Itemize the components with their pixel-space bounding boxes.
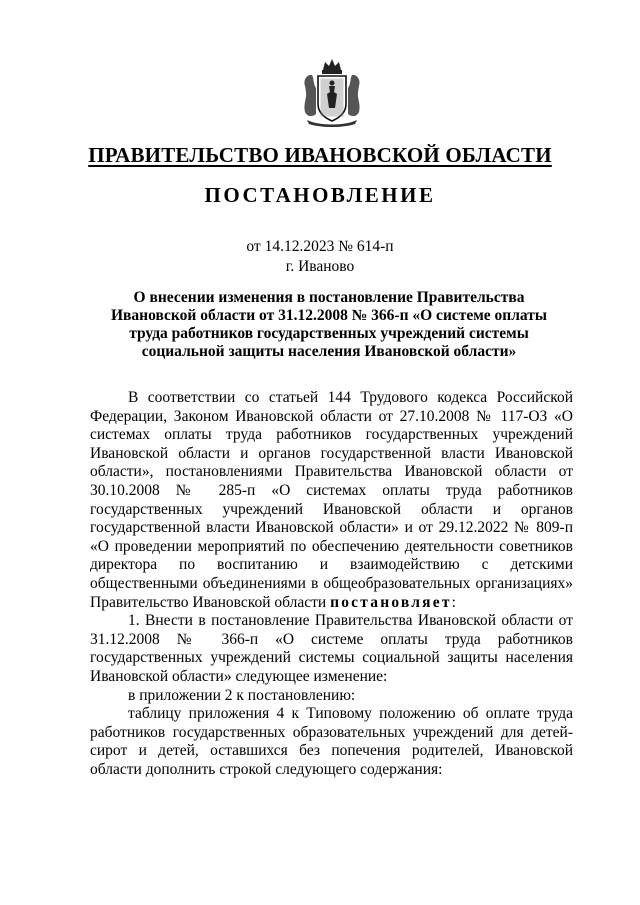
preamble-text: В соответствии со статьей 144 Трудового кодекса Российской Федерации, Законом Ивановской области от 27.10.2008 № 117-ОЗ «О системах оплаты труда работников государственных учреждений Ивановской области и органов государственной власти Ивановской области», постановлениями Правительства Ивановской области от 30.10.2008 № 285-п «О системах оплаты труда работников государственных учреждений Ивановской области и органов государственной власти Ивановской области» и от 29.12.2022 № 809-п «О проведении мероприятий по обеспечению деятельности советников директора по воспитанию и взаимодействию с детскими общественными объединениями в общеобразовательных организациях» Правительство Ивановской области [90, 389, 573, 611]
preamble-paragraph [90, 389, 573, 612]
city: г. Иваново [285, 258, 355, 275]
document-body [90, 389, 573, 779]
organization-name: ПРАВИТЕЛЬСТВО ИВАНОВСКОЙ ОБЛАСТИ [88, 143, 552, 167]
item-1-table: таблицу приложения 4 к Типовому положению об оплате труда работников государственных образовательных учреждений для детей-сирот и детей, оставшихся без попечения родителей, Ивановской области дополнить строкой следующего содержания: [90, 705, 573, 778]
decrees-word: постановляет [330, 593, 452, 611]
document-type: ПОСТАНОВЛЕНИЕ [204, 183, 436, 207]
item-1: 1. Внести в постановление Правительства Ивановской области от 31.12.2008 № 366-п «О системе оплаты труда работников государственных учреждений системы социальной защиты населения Ивановской области» следующее изменение: [90, 612, 573, 685]
item-1-appendix: в приложении 2 к постановлению: [128, 686, 356, 704]
document-title: О внесении изменения в постановление Правительства Ивановской области от 31.12.2008 № 366-п «О системе оплаты труда работников государственных учреждений системы социальной защиты населения Ивановской области» [111, 289, 547, 360]
decrees-colon: : [451, 593, 456, 611]
document-meta [0, 237, 640, 277]
coat-of-arms-icon [301, 56, 363, 128]
date-number: от 14.12.2023 № 614-п [246, 238, 394, 255]
